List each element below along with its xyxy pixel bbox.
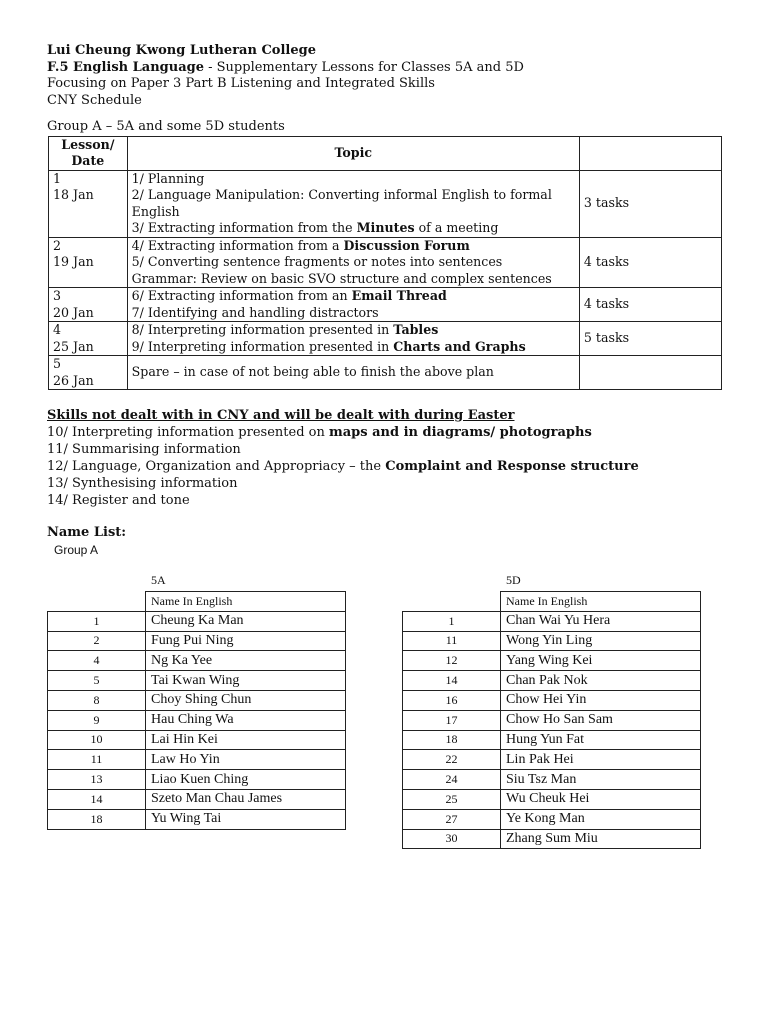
table-row (48, 809, 346, 829)
table-row (48, 631, 346, 651)
skills-heading: Skills not dealt with in CNY and will be dealt with during Easter (47, 408, 515, 423)
student-name: Liao Kuen Ching (146, 770, 346, 790)
tasks-cell (579, 356, 721, 390)
lesson-cell: 3 20 Jan (49, 288, 128, 322)
skill-item: 13/ Synthesising information (47, 476, 238, 491)
student-name: Tai Kwan Wing (146, 671, 346, 691)
schedule-table (48, 136, 722, 391)
table-row (49, 356, 722, 390)
table-row (403, 710, 701, 730)
name-column-header: Name In English (501, 592, 701, 612)
student-name: Yu Wing Tai (146, 809, 346, 829)
student-number: 14 (48, 789, 146, 809)
student-name: Hau Ching Wa (146, 710, 346, 730)
table-row (48, 690, 346, 710)
student-number: 18 (403, 730, 501, 750)
student-name: Wu Cheuk Hei (501, 789, 701, 809)
student-number: 25 (403, 789, 501, 809)
class-label-5d: 5D (506, 573, 521, 587)
student-name: Hung Yun Fat (501, 730, 701, 750)
table-row (48, 789, 346, 809)
student-name: Lai Hin Kei (146, 730, 346, 750)
skill-item: 10/ Interpreting information presented on maps and in diagrams/ photographs (47, 425, 592, 440)
student-name: Choy Shing Chun (146, 690, 346, 710)
student-name: Lin Pak Hei (501, 750, 701, 770)
schedule-title: CNY Schedule (47, 92, 142, 108)
class-label-5a: 5A (151, 573, 166, 587)
student-number: 11 (48, 750, 146, 770)
table-row (403, 770, 701, 790)
table-header-row (403, 592, 701, 612)
name-table-5a (47, 591, 346, 830)
table-row (48, 750, 346, 770)
student-number: 5 (48, 671, 146, 691)
student-name: Ng Ka Yee (146, 651, 346, 671)
student-name: Fung Pui Ning (146, 631, 346, 651)
name-list-title: Name List: (47, 525, 127, 540)
student-number: 22 (403, 750, 501, 770)
student-name: Chow Ho San Sam (501, 710, 701, 730)
student-number: 18 (48, 809, 146, 829)
focus-line: Focusing on Paper 3 Part B Listening and Integrated Skills (47, 76, 435, 91)
tasks-cell: 5 tasks (579, 322, 721, 356)
table-row (403, 611, 701, 631)
name-list-5d (402, 573, 701, 849)
topic-cell: Spare – in case of not being able to finish the above plan (127, 356, 579, 390)
topic-header: Topic (127, 136, 579, 170)
student-name: Chan Wai Yu Hera (501, 611, 701, 631)
table-row (403, 730, 701, 750)
table-row (49, 322, 722, 356)
lesson-cell: 1 18 Jan (49, 170, 128, 237)
schedule-header-row (49, 136, 722, 170)
student-name: Zhang Sum Miu (501, 829, 701, 849)
student-number: 2 (48, 631, 146, 651)
table-row (403, 789, 701, 809)
table-row (48, 730, 346, 750)
topic-cell: 1/ Planning 2/ Language Manipulation: Converting informal English to formal English 3/ Extracting information from the Minutes of a meeting (127, 170, 579, 237)
student-name: Wong Yin Ling (501, 631, 701, 651)
course-line: F.5 English Language - Supplementary Lessons for Classes 5A and 5D (47, 59, 524, 75)
name-column-header: Name In English (146, 592, 346, 612)
student-name: Yang Wing Kei (501, 651, 701, 671)
lesson-cell: 4 25 Jan (49, 322, 128, 356)
table-row (48, 611, 346, 631)
student-number: 4 (48, 651, 146, 671)
student-number: 30 (403, 829, 501, 849)
tasks-cell: 4 tasks (579, 237, 721, 288)
student-name: Siu Tsz Man (501, 770, 701, 790)
table-row (49, 170, 722, 237)
skill-item: 12/ Language, Organization and Appropriacy – the Complaint and Response structure (47, 459, 639, 474)
table-header-row (48, 592, 346, 612)
student-number: 12 (403, 651, 501, 671)
table-row (403, 750, 701, 770)
student-number: 13 (48, 770, 146, 790)
student-name: Chow Hei Yin (501, 690, 701, 710)
student-number: 14 (403, 671, 501, 691)
table-row (403, 809, 701, 829)
student-name: Chan Pak Nok (501, 671, 701, 691)
table-row (48, 770, 346, 790)
skills-section (47, 407, 727, 509)
lesson-date-header: Lesson/ Date (49, 136, 128, 170)
group-label: Group A (54, 542, 99, 557)
school-name: Lui Cheung Kwong Lutheran College (47, 43, 316, 58)
name-list-5a (47, 573, 346, 830)
table-row (403, 651, 701, 671)
student-name: Ye Kong Man (501, 809, 701, 829)
table-row (403, 671, 701, 691)
table-row (49, 288, 722, 322)
table-row (48, 651, 346, 671)
student-number: 16 (403, 690, 501, 710)
topic-cell: 4/ Extracting information from a Discussion Forum 5/ Converting sentence fragments or notes into sentences Grammar: Review on basic SVO structure and complex sentences (127, 237, 579, 288)
skill-item: 14/ Register and tone (47, 493, 190, 508)
table-row (49, 237, 722, 288)
tasks-cell: 3 tasks (579, 170, 721, 237)
student-number: 27 (403, 809, 501, 829)
document-page (47, 43, 727, 558)
student-number: 17 (403, 710, 501, 730)
table-row (403, 631, 701, 651)
table-row (48, 671, 346, 691)
name-table-5d (402, 591, 701, 849)
student-name: Szeto Man Chau James (146, 789, 346, 809)
student-number: 9 (48, 710, 146, 730)
student-number: 8 (48, 690, 146, 710)
topic-cell: 8/ Interpreting information presented in Tables 9/ Interpreting information presented in Charts and Graphs (127, 322, 579, 356)
group-a-label: Group A – 5A and some 5D students (47, 119, 285, 134)
student-name: Cheung Ka Man (146, 611, 346, 631)
lesson-cell: 5 26 Jan (49, 356, 128, 390)
student-name: Law Ho Yin (146, 750, 346, 770)
lesson-cell: 2 19 Jan (49, 237, 128, 288)
tasks-header (579, 136, 721, 170)
student-number: 1 (48, 611, 146, 631)
tasks-cell: 4 tasks (579, 288, 721, 322)
student-number: 11 (403, 631, 501, 651)
table-row (48, 710, 346, 730)
table-row (403, 690, 701, 710)
topic-cell: 6/ Extracting information from an Email Thread 7/ Identifying and handling distractors (127, 288, 579, 322)
skill-item: 11/ Summarising information (47, 442, 241, 457)
student-number: 1 (403, 611, 501, 631)
table-row (403, 829, 701, 849)
student-number: 10 (48, 730, 146, 750)
student-number: 24 (403, 770, 501, 790)
